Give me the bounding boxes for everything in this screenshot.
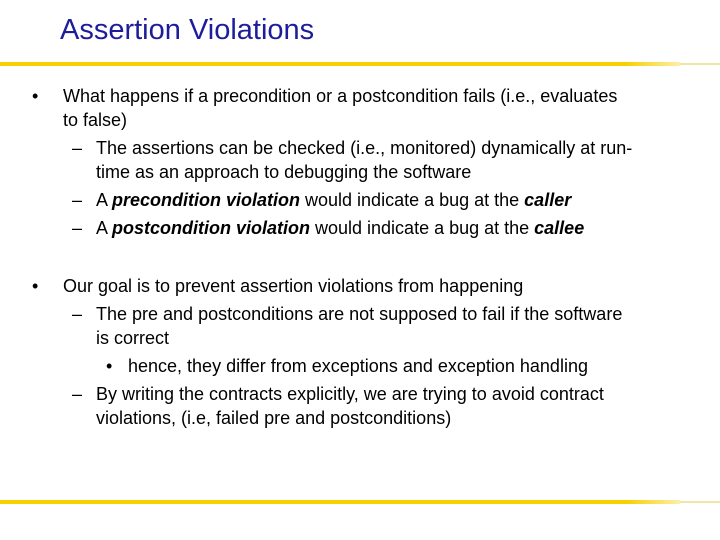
emphasis-callee: callee bbox=[534, 218, 585, 238]
bullet-2-sub-1-line-2: is correct bbox=[96, 328, 170, 348]
text-mid: would indicate a bug at the bbox=[300, 190, 525, 210]
bottom-divider-tail bbox=[680, 501, 720, 503]
dash-marker: – bbox=[72, 304, 83, 324]
bullet-2-sub-2-line-1: By writing the contracts explicitly, we are trying to avoid contract bbox=[96, 384, 604, 404]
bullet-1-sub-1-line-2: time as an approach to debugging the software bbox=[96, 162, 472, 182]
top-divider bbox=[0, 62, 680, 66]
bottom-divider bbox=[0, 500, 680, 504]
bullet-2-line-1: Our goal is to prevent assertion violations from happening bbox=[63, 276, 524, 296]
emphasis-precondition-violation: precondition violation bbox=[112, 190, 301, 210]
emphasis-caller: caller bbox=[524, 190, 572, 210]
slide-title: Assertion Violations bbox=[60, 14, 315, 46]
emphasis-postcondition-violation: postcondition violation bbox=[112, 218, 310, 238]
bullet-marker: • bbox=[32, 276, 39, 296]
text-pre: A bbox=[96, 218, 113, 238]
dash-marker: – bbox=[72, 218, 83, 238]
bullet-1-line-2: to false) bbox=[63, 110, 128, 130]
top-divider-tail bbox=[680, 63, 720, 65]
dash-marker: – bbox=[72, 190, 83, 210]
dash-marker: – bbox=[72, 384, 83, 404]
text-mid: would indicate a bug at the bbox=[310, 218, 535, 238]
bullet-2-sub-2-line-2: violations, (i.e, failed pre and postconditions) bbox=[96, 408, 452, 428]
bullet-1-sub-2 bbox=[96, 188, 571, 212]
bullet-1-line-1: What happens if a precondition or a postcondition fails (i.e., evaluates bbox=[63, 86, 618, 106]
dash-marker: – bbox=[72, 138, 83, 158]
bullet-1-sub-1-line-1: The assertions can be checked (i.e., monitored) dynamically at run- bbox=[96, 138, 633, 158]
bullet-2-sub-1-line-1: The pre and postconditions are not supposed to fail if the software bbox=[96, 304, 623, 324]
bullet-1-sub-3 bbox=[96, 216, 584, 240]
bullet-marker: • bbox=[106, 356, 113, 376]
text-pre: A bbox=[96, 190, 113, 210]
bullet-marker: • bbox=[32, 86, 39, 106]
bullet-2-sub-1-subsub: hence, they differ from exceptions and exception handling bbox=[128, 356, 588, 376]
